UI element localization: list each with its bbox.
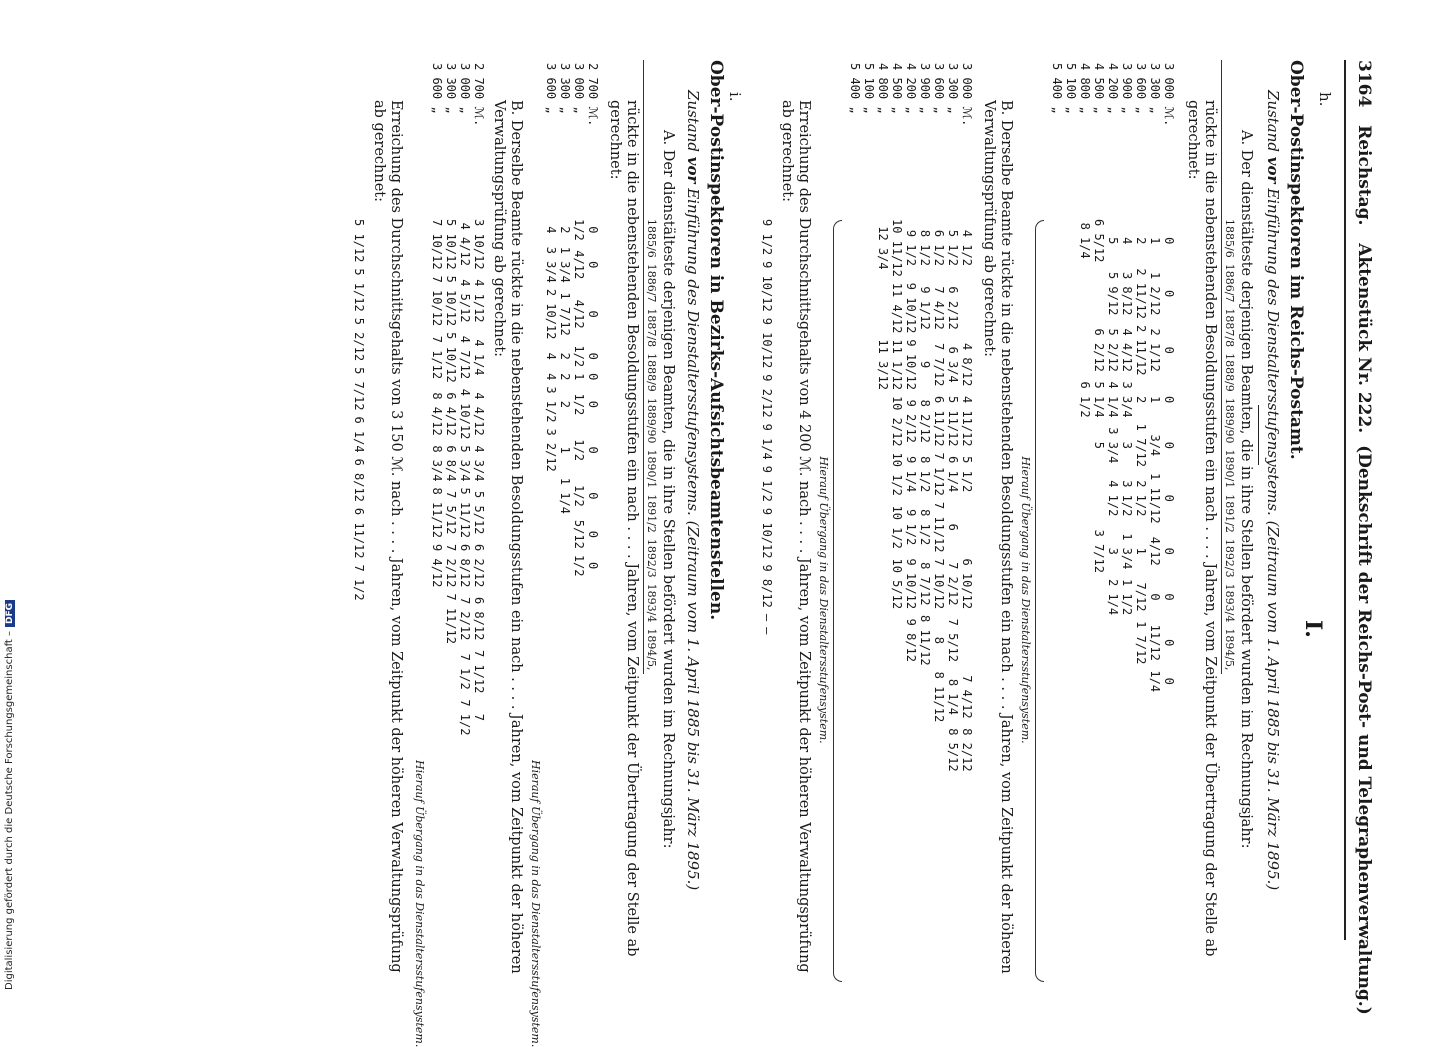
year-header: 1894/5,	[644, 625, 659, 673]
year-header: 1887/8	[644, 305, 659, 350]
year-header: 1893/4	[1222, 581, 1237, 626]
section-i-B-rows	[430, 60, 486, 738]
year-header: 1889/90	[644, 395, 659, 447]
year-header: 1885/6	[644, 216, 659, 261]
table-row: 3 300 „ 5 1/2 6 2/12 6 3/4 5 11/12 6 1/4 6 7 2/12 7 5/12 8 1/4 8 5/12	[946, 63, 960, 772]
year-header: 1887/8	[1222, 305, 1237, 350]
section-h-mark: h.	[1316, 92, 1334, 107]
year-header: 1890/1	[1222, 447, 1237, 492]
year-header: 1886/7	[1222, 261, 1237, 306]
table-row: 3 000 „ 1/2 4/12 4/12 1/2 1 1/2 1/2 1/2 5/12 1/2	[572, 63, 586, 577]
section-h-A-text2: rückte in die nebenstehenden Besoldungsstufen ein nach . . . . Jahren, vom Zeitpunkt der Übertragung der Stelle ab gerechnet:	[1185, 100, 1218, 957]
table-row: 5 1/12 5 1/12 5 2/12 5 7/12 6 1/4 6 8/12 6 11/12 7 1/2	[352, 219, 366, 601]
year-header: 1886/7	[644, 261, 659, 306]
year-header: 1892/3	[644, 536, 659, 581]
section-i-avg-row	[352, 60, 366, 604]
table-row: 3 300 „ 1 1 2/12 2 1/12 1 3/4 1 11/12 4/12 0 11/12 1/4	[1148, 63, 1162, 693]
year-header: 1892/3	[1222, 536, 1237, 581]
table-row: 2 700 ℳ. 3 10/12 4 1/12 4 1/4 4 4/12 4 3/4 5 5/12 6 2/12 6 8/12 7 1/12 7	[472, 63, 486, 721]
page-header	[1354, 60, 1374, 1015]
table-row: 3 000 ℳ. 4 1/2 4 8/12 4 11/12 5 1/2 6 10/12 7 4/12 8 2/12	[960, 63, 974, 772]
brace	[1035, 220, 1044, 982]
section-i-A-text2: rückte in die nebenstehenden Besoldungsstufen ein nach . . . . Jahren, vom Zeitpunkt der Übertragung der Stelle ab gerechnet:	[607, 100, 640, 957]
section-h-A-text: A. Der dienstälteste derjenigen Beamten, die in ihre Stellen befördert wurden im Rechnungsjahr:	[1238, 130, 1254, 849]
table-row: 2 700 ℳ. 0 0 0 0 0 0 0 0 0 0	[586, 63, 600, 570]
year-header: 1885/6	[1222, 216, 1237, 261]
year-header: 1888/9	[1222, 350, 1237, 395]
year-header: 1889/90	[1222, 395, 1237, 447]
year-header: 1893/4	[644, 581, 659, 626]
section-i-A-table	[643, 60, 658, 674]
year-header: 1894/5,	[1222, 625, 1237, 673]
section-h-A-rows	[1050, 60, 1176, 695]
section-i-avg-text: Erreichung des Durchschnittsgehalts von 3 150 ℳ. nach . . . . Jahren, vom Zeitpunkt der höheren Verwaltungsprüfung ab gerechnet:	[371, 100, 404, 973]
year-header: 1890/1	[644, 447, 659, 492]
section-h-avg-text: Erreichung des Durchschnittsgehalts von 4 200 ℳ. nach . . . . Jahren, vom Zeitpunkt der höheren Verwaltungsprüfung ab gerechnet:	[779, 100, 812, 973]
header-blank	[1222, 60, 1237, 216]
table-row: 3 600 „ 7 10/12 7 10/12 7 1/12 8 4/12 8 3/4 8 11/12 9 4/12	[430, 63, 444, 588]
section-i-B-note: Hierauf Übergang in das Dienstaltersstufensystem.	[413, 760, 426, 1047]
table-row: 4 500 „ 6 5/12 6 2/12 5 1/4 5 3 7/12	[1092, 63, 1106, 573]
year-header: 1888/9	[644, 350, 659, 395]
section-h-B-text: B. Derselbe Beamte rückte in die nebenstehenden Besoldungsstufen ein nach . . . . Jahren, vom Zeitpunkt der höheren Verwaltungsprüfung ab gerechnet:	[981, 100, 1014, 974]
section-h-A-table	[1221, 60, 1236, 674]
section-h-A-note: Hierauf Übergang in das Dienstaltersstufensystem.	[1019, 456, 1032, 744]
section-h-avg-row	[760, 60, 774, 637]
table-row: 4 200 „ 5 5 9/12 5 2/12 4 1/4 3 3/4 4 1/2 3 2 1/4	[1106, 63, 1120, 616]
table-row: 4 800 „ 12 3/4 11 3/12	[876, 63, 890, 390]
year-header: 1891/2	[644, 491, 659, 536]
table-header-row	[1222, 60, 1237, 674]
table-row: 3 000 ℳ. 0 0 0 0 0 0 0 0 0 0	[1162, 63, 1176, 685]
table-row: 9 1/2 9 10/12 9 10/12 9 2/12 9 1/4 9 1/2 9 10/12 9 8/12 — —	[760, 219, 774, 635]
year-header: 1891/2	[1222, 491, 1237, 536]
table-row: 5 400 „	[848, 63, 862, 114]
header-left: Reichstag.	[1354, 125, 1374, 226]
section-i-B-text: B. Derselbe Beamte rückte in die nebenstehenden Besoldungsstufen ein nach . . . . Jahren, vom Zeitpunkt der höheren Verwaltungsprüfung ab gerechnet:	[491, 100, 524, 974]
table-row: 4 200 „ 9 1/2 9 10/12 9 10/12 9 2/12 9 1/4 9 1/2 9 10/12 9 8/12	[904, 63, 918, 663]
table-row: 4 500 „ 10 11/12 11 4/12 11 1/12 10 2/12 10 1/2 10 1/2 10 5/12	[890, 63, 904, 610]
section-h-B-rows	[848, 60, 974, 775]
digitization-credit: Digitalisierung gefördert durch die Deutsche Forschungsgemeinschaft –DFG	[4, 600, 15, 990]
table-row: 3 600 „ 6 1/2 7 4/12 7 7/12 6 11/12 7 1/12 7 11/12 7 10/12 8 8 11/12	[932, 63, 946, 723]
table-row: 3 300 „ 5 10/12 5 10/12 5 10/12 6 4/12 6 8/4 7 5/12 7 2/12 7 11/12	[444, 63, 458, 644]
table-row: 5 100 „	[862, 63, 876, 114]
table-row: 3 900 „ 4 3 8/12 4 4/12 3 3/4 3 3 1/2 1 3/4 1 1/2	[1120, 63, 1134, 616]
header-right: (Denkschrift der Reichs-Post- und Telegraphenverwaltung.)	[1354, 445, 1374, 1015]
table-row: 3 300 „ 2 1 3/4 1 7/12 2 2 2 1 1 1/4	[558, 63, 572, 514]
header-middle: Aktenstück Nr. 222.	[1354, 243, 1374, 434]
section-numeral: I.	[1300, 620, 1326, 638]
brace	[833, 220, 842, 982]
section-h-B-note: Hierauf Übergang in das Dienstaltersstufensystem.	[817, 456, 830, 744]
table-row: 3 000 „ 4 4/12 4 5/12 4 7/12 4 10/12 5 3/4 5 11/12 6 8/12 7 2/12 7 1/2 7 1/2	[458, 63, 472, 736]
section-i-title: Ober-Postinspektoren in Bezirks-Aufsichtsbeamtenstellen.	[706, 60, 726, 621]
table-row: 4 800 „ 8 1/4 6 1/2	[1078, 63, 1092, 418]
section-i-A-text: A. Der dienstälteste derjenigen Beamten, die in ihre Stellen befördert wurden im Rechnungsjahr:	[660, 130, 676, 849]
section-i-A-note: Hierauf Übergang in das Dienstaltersstufensystem.	[529, 760, 542, 1047]
dfg-logo: DFG	[5, 600, 15, 627]
table-row: 5 400 „	[1050, 63, 1064, 114]
page-number: 3164	[1354, 60, 1374, 108]
section-i-subtitle: Zustand vor Einführung des Dienstaltersstufensystems. (Zeitraum vom 1. April 1885 bis 31. März 1895.)	[684, 90, 702, 891]
table-row: 3 600 „ 2 2 11/12 2 11/12 2 1 7/12 2 1/2 1 7/12 1 7/12	[1134, 63, 1148, 665]
section-h-subtitle: Zustand vor Einführung des Dienstaltersstufensystems. (Zeitraum vom 1. April 1885 bis 31. März 1895.)	[1264, 90, 1282, 891]
table-row: 5 100 „	[1064, 63, 1078, 114]
section-i-A-rows	[544, 60, 600, 580]
section-h-title: Ober-Postinspektoren im Reichs-Postamt.	[1286, 60, 1306, 460]
short-rule	[1258, 405, 1259, 465]
table-header-row	[644, 60, 659, 674]
table-row: 3 600 „ 4 3 3/4 2 10/12 4 4 3 1/2 3 2/12	[544, 63, 558, 472]
table-row: 3 900 „ 8 1/2 9 1/12 9 8 2/12 8 1/2 8 1/2 8 7/12 8 11/12	[918, 63, 932, 666]
section-i-mark: i.	[726, 92, 744, 102]
header-rule	[1344, 60, 1346, 940]
